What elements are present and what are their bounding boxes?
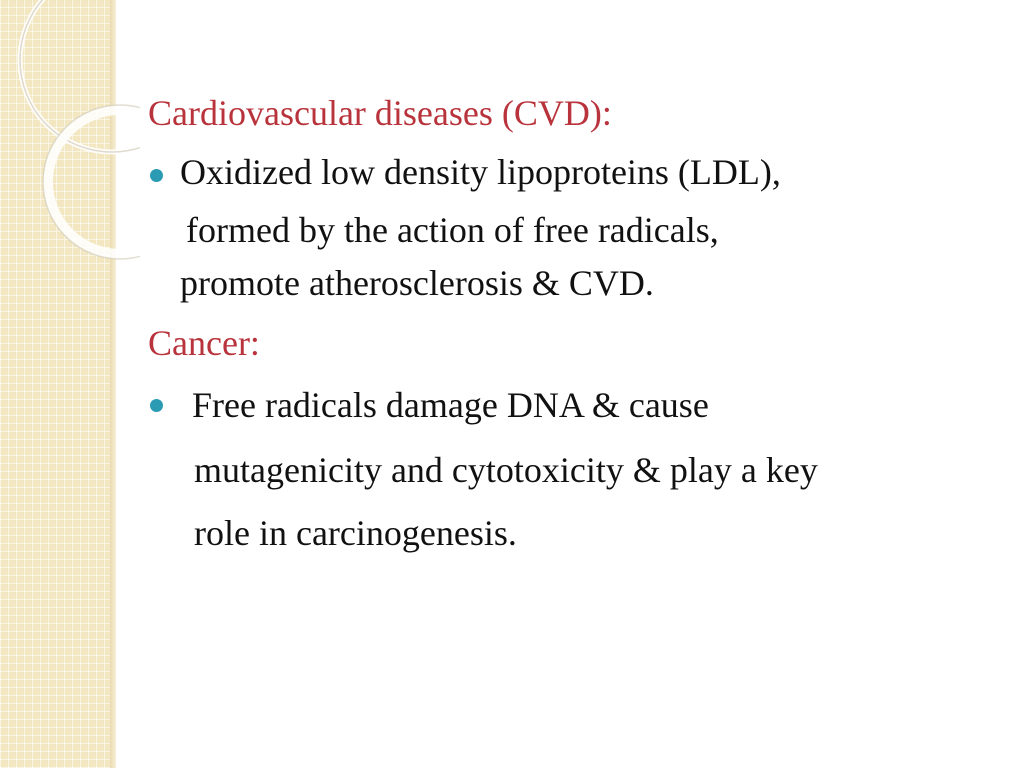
heading-cvd: Cardiovascular diseases (CVD):: [148, 93, 612, 133]
bullet-cancer-line-3: role in carcinogenesis.: [194, 513, 517, 553]
bullet-cancer-line-2: mutagenicity and cytotoxicity & play a key: [194, 450, 818, 490]
bullet-dot-icon: [150, 169, 163, 182]
bullet-dot-icon: [150, 399, 163, 412]
heading-cancer: Cancer:: [148, 323, 260, 363]
bullet-cvd-line-1: Oxidized low density lipoproteins (LDL),: [180, 152, 781, 192]
ring-upper-shadow: [20, 0, 140, 152]
bullet-cvd-line-2: formed by the action of free radicals,: [186, 210, 719, 250]
decorative-rings: [0, 0, 140, 260]
bullet-cvd: [148, 142, 998, 308]
bullet-cancer: [148, 372, 998, 564]
slide-content: [148, 84, 998, 564]
bullet-cancer-line-1: Free radicals damage DNA & cause: [192, 385, 709, 425]
ring-upper: [20, 0, 140, 152]
ring-lower-shadow: [43, 105, 140, 259]
bullet-cvd-line-3: promote atherosclerosis & CVD.: [180, 263, 654, 303]
